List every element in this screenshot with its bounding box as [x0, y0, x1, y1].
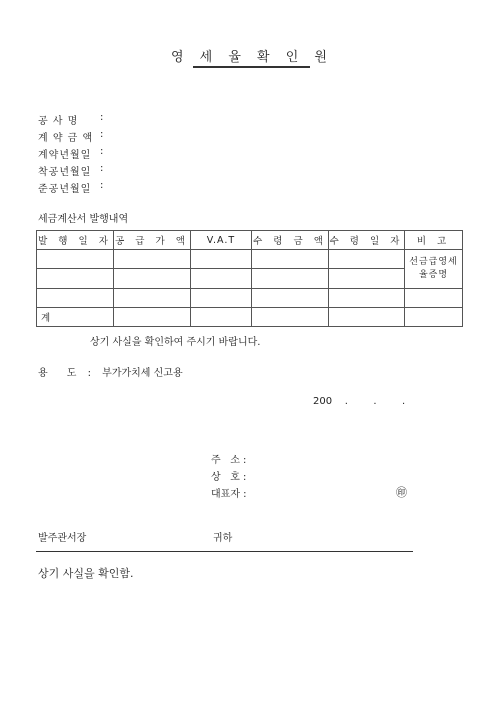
- issuer-representative: [211, 485, 247, 500]
- honorific: 귀하: [213, 533, 233, 544]
- table-cell: [37, 269, 114, 289]
- document-title: 영 세 율 확 인 원: [170, 50, 333, 65]
- issuer-label: 상 호: [211, 472, 240, 483]
- field-label: 계 약 금 액: [38, 133, 94, 144]
- table-cell: [405, 289, 463, 308]
- tax-invoice-table: [36, 230, 463, 327]
- signature-rule: [36, 551, 413, 552]
- column-header: 공 급 가 액: [114, 231, 191, 250]
- table-cell: [191, 269, 252, 289]
- table-row: [37, 269, 463, 289]
- table-cell: [114, 269, 191, 289]
- issuer-colon: :: [243, 472, 247, 483]
- table-cell: [329, 269, 405, 289]
- field-start-date: [38, 163, 105, 178]
- purpose-label: 용 도: [38, 368, 77, 379]
- remarks-note: 선금급영세율증명: [405, 250, 463, 289]
- issuer-colon: :: [243, 455, 247, 466]
- field-completion-date: [38, 180, 105, 195]
- purpose-colon: :: [87, 368, 91, 379]
- table-cell: [114, 250, 191, 269]
- field-contract-amount: [38, 129, 105, 144]
- total-label: 계: [37, 308, 114, 327]
- table-cell: [114, 289, 191, 308]
- table-header-row: [37, 231, 463, 250]
- field-label: 공 사 명: [38, 116, 79, 127]
- table-cell: [191, 289, 252, 308]
- table-cell: [329, 308, 405, 327]
- date-line: 200 . . .: [313, 396, 406, 407]
- title-underline: [193, 66, 310, 68]
- field-label: 계약년월일: [38, 150, 92, 161]
- table-total-row: [37, 308, 463, 327]
- table-cell: [37, 289, 114, 308]
- issuer-address: [211, 451, 246, 466]
- issuer-label: 대표자: [211, 489, 240, 500]
- recipient-label: 발주관서장: [38, 533, 87, 544]
- table-cell: [329, 289, 405, 308]
- table-row: [37, 250, 463, 269]
- issuer-label: 주 소: [211, 455, 240, 466]
- column-header: V.A.T: [191, 231, 252, 250]
- purpose-value: 부가가치세 신고용: [102, 368, 183, 379]
- table-cell: [405, 308, 463, 327]
- seal-mark: ㊞: [396, 486, 407, 499]
- field-label: 준공년월일: [38, 184, 92, 195]
- field-colon: :: [100, 163, 105, 174]
- column-header: 수 령 금 액: [252, 231, 329, 250]
- confirm-request-text: 상기 사실을 확인하여 주시기 바랍니다.: [90, 337, 261, 348]
- table-cell: [252, 308, 329, 327]
- field-label: 착공년월일: [38, 167, 92, 178]
- table-cell: [252, 269, 329, 289]
- field-colon: :: [100, 112, 105, 123]
- field-colon: :: [100, 129, 105, 140]
- table-cell: [252, 289, 329, 308]
- table-cell: [114, 308, 191, 327]
- table-cell: [252, 250, 329, 269]
- table-cell: [191, 250, 252, 269]
- column-header: 비 고: [405, 231, 463, 250]
- field-project-name: [38, 112, 105, 127]
- section-title: 세금계산서 발행내역: [38, 214, 129, 225]
- purpose-line: [38, 364, 183, 379]
- table-cell: [191, 308, 252, 327]
- final-confirmation: 상기 사실을 확인함.: [38, 567, 134, 580]
- issuer-company: [211, 468, 246, 483]
- field-contract-date: [38, 146, 105, 161]
- issuer-colon: :: [243, 489, 247, 500]
- field-colon: :: [100, 180, 105, 191]
- column-header: 수 령 일 자: [329, 231, 405, 250]
- column-header: 발 행 일 자: [37, 231, 114, 250]
- field-colon: :: [100, 146, 105, 157]
- table-row: [37, 289, 463, 308]
- table-cell: [37, 250, 114, 269]
- table-cell: [329, 250, 405, 269]
